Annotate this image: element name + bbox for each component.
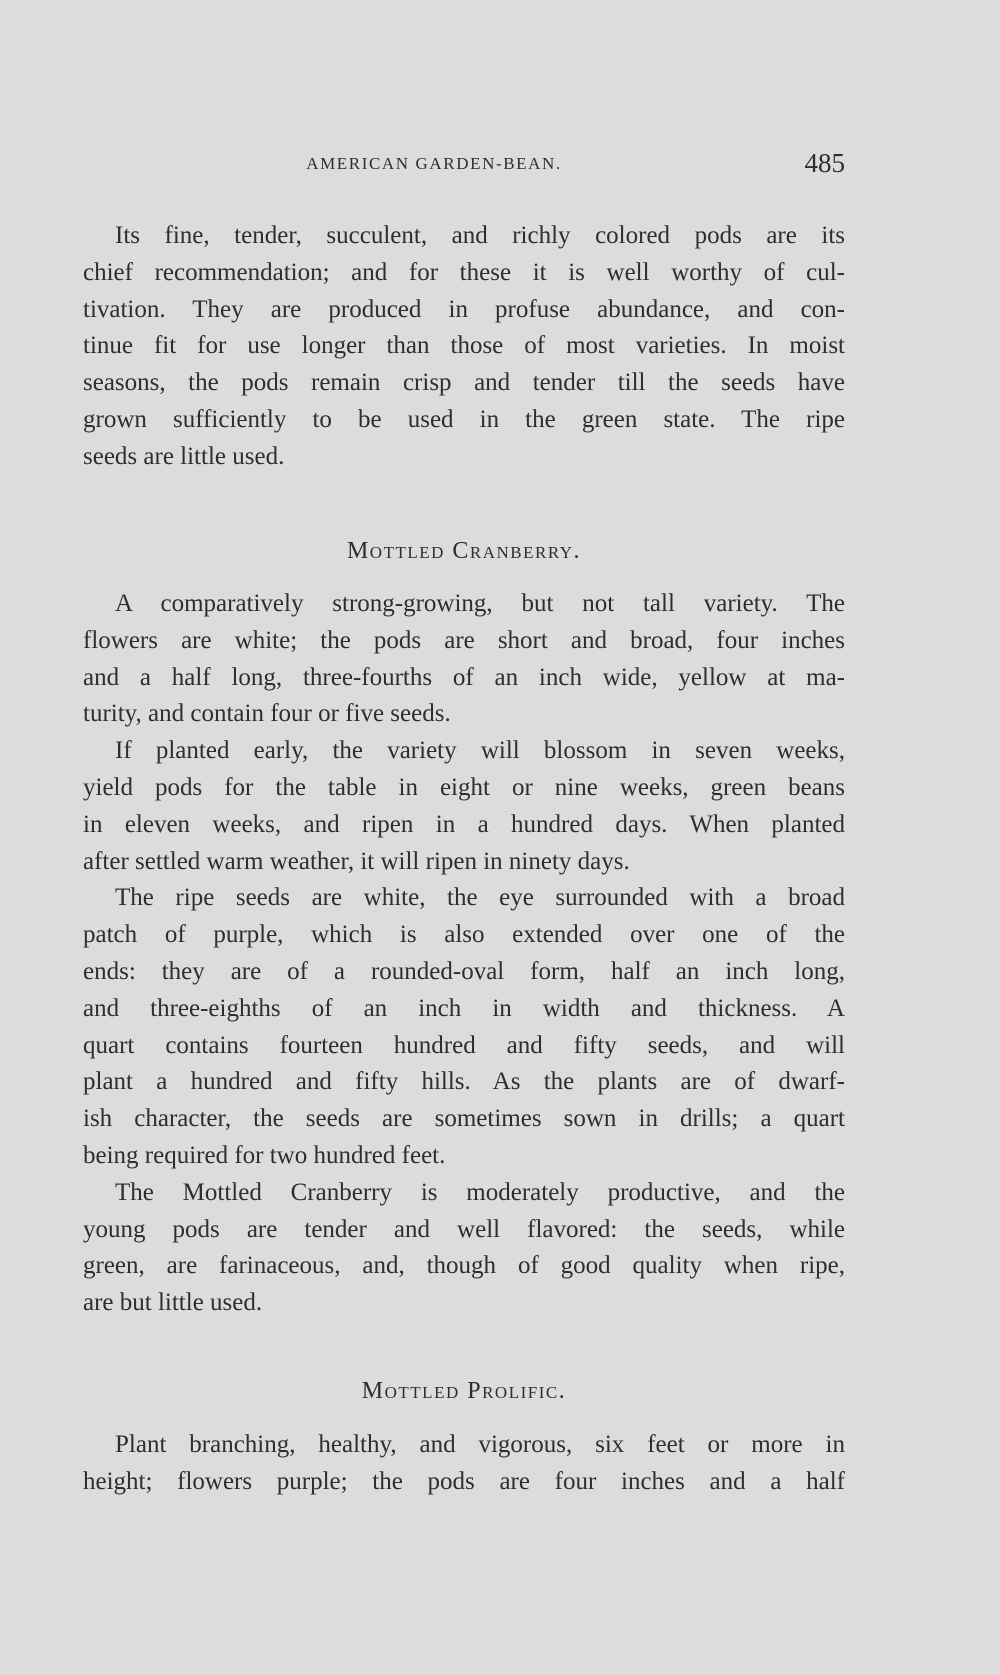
- text-line: Its fine, tender, succulent, and richly colored pods are its: [115, 222, 845, 249]
- text-line: quart contains fourteen hundred and fifty seeds, and will: [83, 1031, 845, 1059]
- text-line: are but little used.: [83, 1289, 263, 1317]
- section-heading-mottled-cranberry: Mottled Cranberry.: [346, 538, 582, 564]
- text-line: The Mottled Cranberry is moderately productive, and the: [115, 1178, 845, 1206]
- intro-paragraph: [83, 218, 845, 476]
- text-line: turity, and contain four or five seeds.: [83, 700, 451, 728]
- text-line: in eleven weeks, and ripen in a hundred days. When planted: [83, 810, 845, 838]
- text-line: Plant branching, healthy, and vigorous, six feet or more in: [115, 1431, 845, 1458]
- text-line: seeds are little used.: [83, 442, 285, 470]
- text-line: chief recommendation; and for these it is well worthy of cul-: [83, 258, 845, 286]
- text-line: and three-eighths of an inch in width and thickness. A: [83, 994, 845, 1022]
- text-line: A comparatively strong-growing, but not tall variety. The: [115, 590, 845, 617]
- running-head-title: AMERICAN GARDEN-BEAN.: [306, 154, 562, 173]
- text-line: young pods are tender and well flavored: the seeds, while: [83, 1215, 845, 1243]
- text-line: flowers are white; the pods are short and broad, four inches: [83, 626, 845, 654]
- page-number: 485: [804, 148, 845, 178]
- text-line: The ripe seeds are white, the eye surrounded with a broad: [115, 884, 845, 912]
- text-line: height; flowers purple; the pods are four inches and a half: [83, 1467, 845, 1495]
- paragraph: [83, 880, 845, 1174]
- text-line: plant a hundred and fifty hills. As the plants are of dwarf-: [83, 1068, 845, 1096]
- paragraph: [83, 1427, 845, 1501]
- section-body-mottled-cranberry: [83, 586, 845, 1322]
- text-line: after settled warm weather, it will ripen in ninety days.: [83, 847, 630, 875]
- text-line: green, are farinaceous, and, though of good quality when ripe,: [83, 1252, 845, 1280]
- text-line: tivation. They are produced in profuse abundance, and con-: [83, 295, 845, 323]
- text-line: yield pods for the table in eight or nine weeks, green beans: [83, 773, 845, 801]
- paragraph: [83, 586, 845, 733]
- section-heading-mottled-prolific: Mottled Prolific.: [361, 1378, 567, 1404]
- text-line: grown sufficiently to be used in the green state. The ripe: [83, 405, 845, 433]
- text-line: seasons, the pods remain crisp and tender till the seeds have: [83, 369, 845, 397]
- paragraph: [83, 1175, 845, 1322]
- text-line: ish character, the seeds are sometimes sown in drills; a quart: [83, 1105, 845, 1133]
- text-line: and a half long, three-fourths of an inch wide, yellow at ma-: [83, 663, 845, 691]
- text-line: ends: they are of a rounded-oval form, half an inch long,: [83, 957, 845, 985]
- text-line: If planted early, the variety will blossom in seven weeks,: [115, 737, 845, 765]
- section-body-mottled-prolific: [83, 1427, 845, 1501]
- text-line: tinue fit for use longer than those of most varieties. In moist: [83, 332, 845, 360]
- text-line: patch of purple, which is also extended over one of the: [83, 921, 845, 949]
- paragraph: [83, 733, 845, 880]
- running-head: [83, 148, 845, 178]
- text-line: being required for two hundred feet.: [83, 1141, 446, 1169]
